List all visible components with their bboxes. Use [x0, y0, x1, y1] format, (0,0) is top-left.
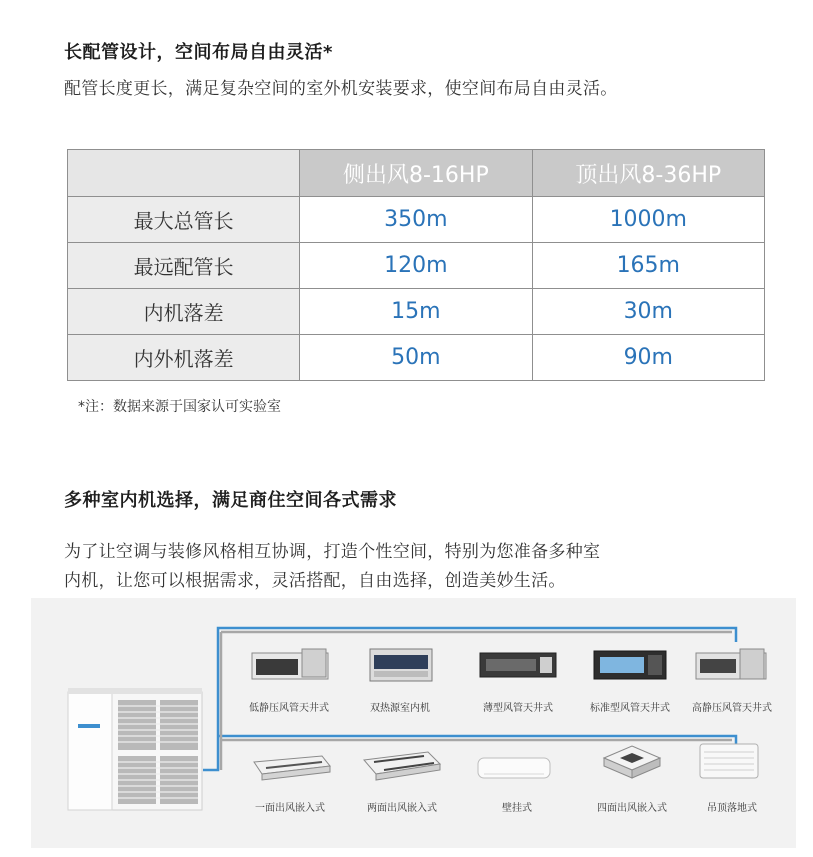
row-label: 最大总管长	[68, 197, 300, 243]
row-label: 内机落差	[68, 289, 300, 335]
low-static-duct-unit-icon	[250, 645, 330, 681]
cell-side: 120m	[300, 243, 532, 289]
standard-duct-unit-icon	[592, 647, 668, 683]
cell-side: 15m	[300, 289, 532, 335]
table-corner	[68, 150, 300, 197]
product-label: 标准型风管天井式	[590, 703, 670, 714]
product-label: 一面出风嵌入式	[255, 803, 325, 814]
four-way-cassette-icon	[600, 742, 664, 782]
table-row	[68, 289, 765, 335]
product-label: 两面出风嵌入式	[367, 803, 437, 814]
cell-top: 30m	[532, 289, 764, 335]
product-label: 吊顶落地式	[707, 803, 757, 814]
section1-description: 配管长度更长，满足复杂空间的室外机安装要求，使空间布局自由灵活。	[64, 79, 618, 99]
table-note: *注：数据来源于国家认可实验室	[78, 399, 281, 415]
product-label: 四面出风嵌入式	[597, 803, 667, 814]
wall-mounted-unit-icon	[476, 756, 552, 782]
pipe-spec-table	[67, 149, 765, 381]
high-static-duct-unit-icon	[694, 647, 768, 683]
section2-description-line2: 内机，让您可以根据需求，灵活搭配，自由选择，创造美妙生活。	[64, 571, 566, 591]
cell-side: 50m	[300, 335, 532, 381]
product-label: 双热源室内机	[370, 703, 430, 714]
cell-top: 90m	[532, 335, 764, 381]
table-row	[68, 335, 765, 381]
header-top-outlet: 顶出风8-36HP	[532, 150, 764, 197]
section1-heading: 长配管设计，空间布局自由灵活*	[64, 42, 333, 63]
product-label: 薄型风管天井式	[483, 703, 553, 714]
dual-heat-source-unit-icon	[368, 645, 434, 685]
cell-side: 350m	[300, 197, 532, 243]
section2-heading: 多种室内机选择，满足商住空间各式需求	[64, 490, 397, 511]
table-row	[68, 197, 765, 243]
product-label: 低静压风管天井式	[249, 703, 329, 714]
vrf-outdoor-unit-icon	[66, 686, 204, 812]
row-label: 内外机落差	[68, 335, 300, 381]
table-header-row	[68, 150, 765, 197]
row-label: 最远配管长	[68, 243, 300, 289]
header-side-outlet: 侧出风8-16HP	[300, 150, 532, 197]
one-way-cassette-icon	[252, 752, 332, 782]
cell-top: 1000m	[532, 197, 764, 243]
thin-duct-unit-icon	[478, 649, 558, 681]
ceiling-floor-unit-icon	[696, 742, 762, 782]
product-label: 壁挂式	[502, 803, 532, 814]
table-row	[68, 243, 765, 289]
product-label: 高静压风管天井式	[692, 703, 772, 714]
section2-description	[64, 538, 784, 596]
cell-top: 165m	[532, 243, 764, 289]
section2-description-line1: 为了让空调与装修风格相互协调，打造个性空间，特别为您准备多种室	[64, 542, 601, 562]
two-way-cassette-icon	[362, 748, 442, 782]
